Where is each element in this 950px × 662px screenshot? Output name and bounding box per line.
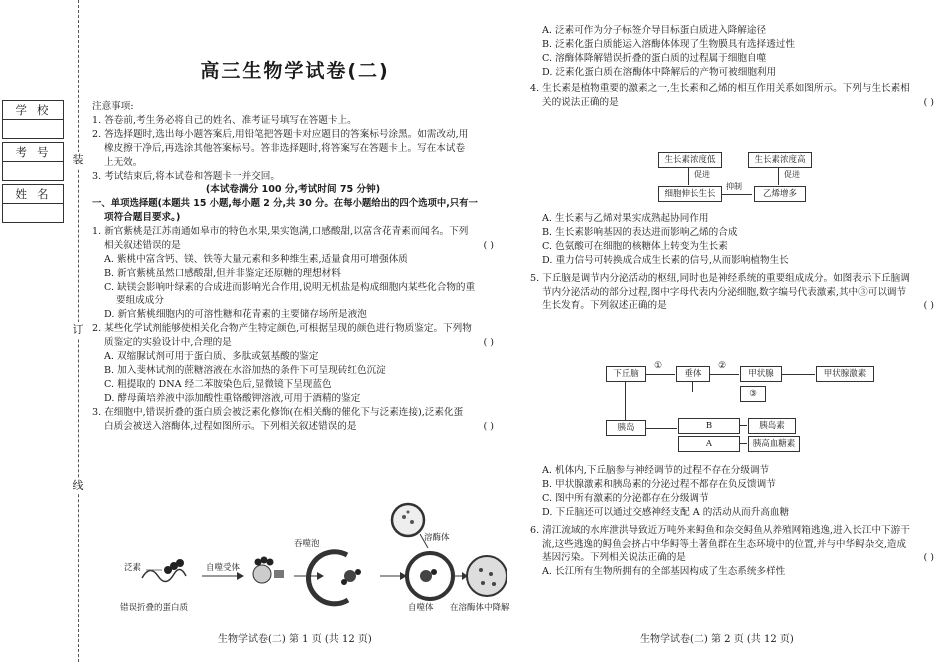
degradation-icon [467,556,507,596]
section1-heading: 一、单项选择题(本题共 15 小题,每小题 2 分,共 30 分。在每小题给出的四个选项中,只有一 [92,198,478,210]
notice-heading: 注意事项: [92,101,134,112]
left-column [92,100,494,433]
phagophore-icon [308,552,361,604]
label-misfolded: 错误折叠的蛋白质 [120,603,189,613]
right-column-q4-options [530,212,934,313]
box-cell-a: A [678,436,740,452]
arrow-line [625,382,626,420]
answer-paren[interactable]: ( ) [483,337,494,349]
answer-paren[interactable]: ( ) [923,300,934,312]
notice-item: 橡皮擦干净后,再选涂其他答案标号。答非选择题时,将答案写在答题卡上。写在本试卷 [104,142,466,154]
box-pituitary: 垂体 [676,366,710,382]
answer-paren[interactable]: ( ) [483,420,494,432]
q1-stem: 1. 新官紫桃是江苏南通如皋市的特色水果,果实饱满,口感酸甜,以富含花青素而闻名。下列 [92,225,469,237]
box-auxin-high: 生长素浓度高 [748,152,812,168]
q4-diagram [650,152,820,204]
arrow-line [645,374,675,375]
q5-option-b: B. 甲状腺激素和胰岛素的分泌过程不都存在负反馈调节 [542,478,776,490]
q4-stem-cont: 关的说法正确的是 ( ) [542,96,934,108]
q4-stem: 4. 生长素是植物重要的激素之一,生长素和乙烯的相互作用关系如图所示。下列与生长素相 [530,82,910,94]
arrow-line [692,382,693,392]
notice-item: 1. 答卷前,考生务必将自己的姓名、准考证号填写在答题卡上。 [92,114,357,126]
q6-option-a: A. 长江所有生物所拥有的全部基因构成了生态系统多样性 [542,566,786,578]
q3-option-d: D. 泛素化蛋白质在溶酶体中降解后的产物可被细胞利用 [542,66,777,78]
school-label: 学校 [3,101,63,120]
q1-stem-cont: 相关叙述错误的是 ( ) [104,239,494,251]
label-promote-1: 促进 [694,170,710,179]
q6-stem-cont2: 基因污染。下列相关说法正确的是 ( ) [542,552,934,564]
box-thyroid: 甲状腺 [740,366,782,382]
notice-item: 上无效。 [104,156,143,168]
q6-stem-cont: 流,这些逃逸的鲟鱼会挤占中华鲟等土著鱼群在生态环境中的位置,并与中华鲟杂交,造成 [542,538,907,550]
label-promote-2: 促进 [784,170,800,179]
box-hypothalamus: 下丘脑 [606,366,646,382]
q1-option-d: D. 新官紫桃细胞内的可溶性糖和花青素的主要储存场所是液泡 [104,309,367,321]
arrow-line [778,168,779,185]
exam-no-blank[interactable] [3,162,63,180]
notice-item: 2. 答选择题时,选出每小题答案后,用铅笔把答题卡对应题目的答案标号涂黑。如需改动,用 [92,128,469,140]
right-column [530,24,934,109]
right-column-bottom [530,464,934,579]
q5-diagram [600,360,880,452]
label-inhibit: 抑制 [726,182,742,191]
q2-option-a: A. 双缩脲试剂可用于蛋白质、多肽或氨基酸的鉴定 [104,351,319,363]
q4-option-c: C. 色氨酸可在细胞的核糖体上转变为生长素 [542,240,728,252]
inhibit-line [722,194,752,195]
q2-option-b: B. 加入斐林试剂的蔗糖溶液在水浴加热的条件下可呈现砖红色沉淀 [104,364,386,376]
q1-option-c: C. 缺镁会影响叶绿素的合成进而影响光合作用,说明无机盐是构成细胞内某些化合物的重 [104,281,476,293]
misfolded-protein-icon [142,559,186,582]
box-auxin-low: 生长素浓度低 [658,152,722,168]
score-note: (本试卷满分 100 分,考试时间 75 分钟) [205,184,381,196]
q2-option-c: C. 粗提取的 DNA 经二苯胺染色后,显微镜下呈现蓝色 [104,378,332,390]
binding-char-xian: 线 [70,478,86,494]
q5-stem-cont2: 生长发育。下列叙述正确的是 ( ) [542,300,934,312]
q1-option-b: B. 新官紫桃虽然口感酸甜,但并非鉴定还原糖的理想材料 [104,267,341,279]
arrow-line [645,428,677,429]
label-receptor: 自噬受体 [206,563,241,573]
arrow-icon [380,572,407,580]
label-hormone-1: ① [654,361,663,371]
arrow-line [739,425,747,426]
receptor-complex-icon [253,557,284,584]
binding-char-zhuang: 装 [70,152,86,168]
footer-page2: 生物学试卷(二) 第 2 页 (共 12 页) [640,634,794,645]
label-vesicle: 吞噬泡 [294,539,320,549]
exam-no-box [2,142,64,181]
footer-page1: 生物学试卷(二) 第 1 页 (共 12 页) [218,634,372,645]
label-degrade: 在溶酶体中降解 [450,603,510,613]
lysosome-icon [392,504,424,536]
page-title: 高三生物学试卷(二) [200,60,390,82]
binding-char-ding: 订 [70,322,86,338]
answer-paren[interactable]: ( ) [483,239,494,251]
q5-option-c: C. 图中所有激素的分泌都存在分级调节 [542,492,709,504]
box-thyroxine: 甲状腺激素 [816,366,874,382]
q3-stem-cont: 白质会被送入溶酶体,过程如图所示。下列相关叙述错误的是 ( ) [104,420,494,432]
q5-option-d: D. 下丘脑还可以通过交感神经支配 A 的活动从而升高血糖 [542,506,790,518]
school-box [2,100,64,139]
q2-stem: 2. 某些化学试剂能够使相关化合物产生特定颜色,可根据呈现的颜色进行物质鉴定。下列物 [92,323,472,335]
q4-option-b: B. 生长素影响基因的表达进而影响乙烯的合成 [542,226,738,238]
notice-item: 3. 考试结束后,将本试卷和答题卡一并交回。 [92,170,280,182]
box-glucagon: 胰高血糖素 [748,436,800,452]
q3-option-c: C. 溶酶体降解错误折叠的蛋白质的过程属于细胞自噬 [542,52,767,64]
box-cell-b: B [678,418,740,434]
arrow-line [709,374,739,375]
q1-option-a: A. 紫桃中富含钙、镁、铁等大量元素和多种维生素,适量食用可增强体质 [104,253,408,265]
answer-paren[interactable]: ( ) [923,552,934,564]
q2-option-d: D. 酵母菌培养液中添加酸性重铬酸钾溶液,可用于酒精的鉴定 [104,392,361,404]
answer-paren[interactable]: ( ) [923,96,934,108]
q3-stem: 3. 在细胞中,错误折叠的蛋白质会被泛素化修饰(在相关酶的催化下与泛素连接),泛素化蛋 [92,406,464,418]
arrow-line [688,168,689,185]
name-label: 姓名 [3,185,63,204]
name-blank[interactable] [3,204,63,222]
q2-stem-cont: 质鉴定的实验设计中,合理的是 ( ) [104,337,494,349]
exam-no-label: 考号 [3,143,63,162]
q4-option-d: D. 重力信号可转换成合成生长素的信号,从而影响植物生长 [542,254,789,266]
q3-option-b: B. 泛素化蛋白质能运入溶酶体体现了生物膜具有选择透过性 [542,38,795,50]
q1-option-c-cont: 要组成成分 [116,295,164,307]
box-ethylene: 乙烯增多 [754,186,806,202]
autophagosome-icon [407,553,453,599]
q5-stem-cont: 节内分泌活动的部分过程,图中字母代表内分泌细胞,数字编号代表激素,其中③可以调节 [542,286,907,298]
label-ubiquitin: 泛素 [124,563,142,573]
q3-option-a: A. 泛素可作为分子标签介导目标蛋白质进入降解途径 [542,25,767,36]
q3-figure [112,500,510,622]
school-blank[interactable] [3,120,63,138]
section1-heading-cont: 项符合题目要求。) [104,211,181,223]
q5-option-a: A. 机体内,下丘脑参与神经调节的过程不存在分级调节 [542,465,770,476]
box-cell-elongation: 细胞伸长生长 [658,186,722,202]
name-box [2,184,64,223]
q4-option-a: A. 生长素与乙烯对果实成熟起协同作用 [542,213,709,224]
box-hormone-3: ③ [740,386,766,402]
q5-stem: 5. 下丘脑是调节内分泌活动的枢纽,同时也是神经系统的重要组成成分。如图表示下丘脑调 [530,272,910,284]
q6-stem: 6. 清江流域的水库泄洪导致近万吨外来鲟鱼和杂交鲟鱼从养殖网箱逃逸,进入长江中下游干 [530,524,910,536]
box-pancreatic-islet: 胰岛 [606,420,646,436]
label-lysosome: 溶酶体 [424,533,450,543]
arrow-line [781,374,815,375]
arrow-line [739,443,747,444]
label-autophagosome: 自噬体 [408,603,434,613]
label-hormone-2: ② [718,361,727,371]
box-insulin: 胰岛素 [748,418,796,434]
